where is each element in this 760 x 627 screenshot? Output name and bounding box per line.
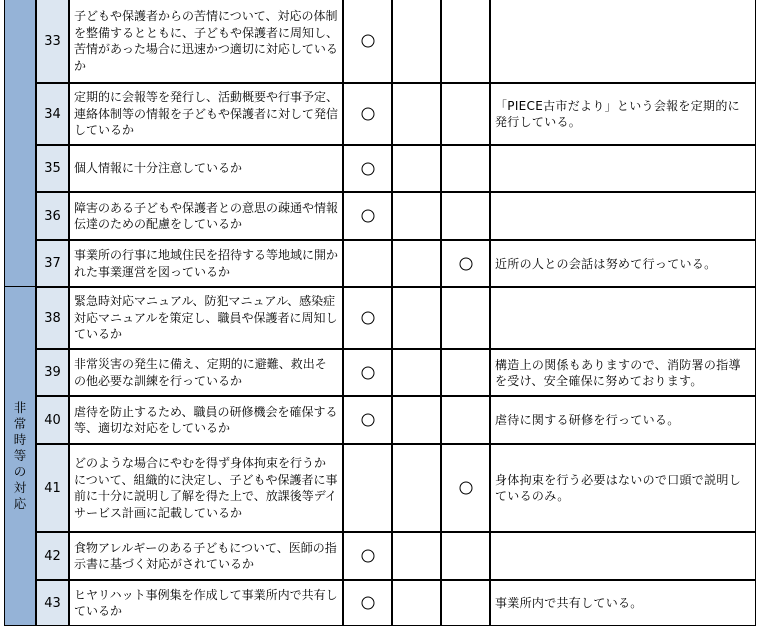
answer-cell-no (441, 532, 490, 580)
answer-cell-mid (392, 444, 441, 532)
answer-cell-yes (343, 0, 392, 83)
note-cell (490, 532, 756, 580)
row-number: 43 (36, 580, 69, 626)
answer-cell-yes (343, 240, 392, 287)
answer-cell-no (441, 287, 490, 349)
answer-cell-yes (343, 83, 392, 145)
circle-mark-icon (459, 257, 472, 270)
row-number: 38 (36, 287, 69, 349)
question-cell (69, 83, 343, 145)
question-cell (69, 0, 343, 83)
circle-mark-icon (361, 35, 374, 48)
answer-cell-no (441, 240, 490, 287)
answer-cell-mid (392, 396, 441, 444)
answer-cell-yes (343, 444, 392, 532)
circle-mark-icon (361, 414, 374, 427)
row-number: 42 (36, 532, 69, 580)
question-text: どのような場合にやむを得ず身体拘束を行うかについて、組織的に決定し、子どもや保護者に事前に十分に説明し了解を得た上で、放課後等デイサービス計画に記載しているか (74, 456, 338, 520)
row-number: 40 (36, 396, 69, 444)
question-text: 障害のある子どもや保護者との意思の疎通や情報伝達のための配慮をしているか (74, 200, 339, 231)
question-text: 事業所の行事に地域住民を招待する等地域に開かれた事業運営を図っているか (74, 248, 339, 279)
question-cell (69, 192, 343, 240)
question-text: 食物アレルギーのある子どもについて、医師の指示書に基づく対応がされているか (74, 540, 337, 571)
answer-cell-mid (392, 532, 441, 580)
answer-cell-no (441, 145, 490, 192)
question-text: 子どもや保護者からの苦情について、対応の体制を整備するとともに、子どもや保護者に周知し、苦情があった場合に迅速かつ適切に対応しているか (74, 9, 339, 73)
answer-cell-mid (392, 240, 441, 287)
question-cell (69, 287, 343, 349)
question-cell (69, 532, 343, 580)
circle-mark-icon (361, 108, 374, 121)
circle-mark-icon (361, 312, 374, 325)
answer-cell-mid (392, 145, 441, 192)
note-cell: 「PIECE古市だより」という会報を定期的に発行している。 (490, 83, 756, 145)
question-text: 定期的に会報等を発行し、活動概要や行事予定、連絡体制等の情報を子どもや保護者に対して発信しているか (74, 90, 339, 138)
question-text: ヒヤリハット事例集を作成して事業所内で共有しているか (74, 587, 338, 618)
section-label-emergency: 非 常 時 等 の 対 応 (13, 400, 27, 511)
note-cell (490, 145, 756, 192)
note-cell (490, 192, 756, 240)
answer-cell-yes (343, 532, 392, 580)
answer-cell-no (441, 192, 490, 240)
question-text: 緊急時対応マニュアル、防犯マニュアル、感染症対応マニュアルを策定し、職員や保護者に周知しているか (74, 294, 338, 342)
row-number: 36 (36, 192, 69, 240)
row-number: 39 (36, 349, 69, 396)
circle-mark-icon (361, 366, 374, 379)
question-text: 個人情報に十分注意しているか (74, 161, 243, 176)
answer-cell-yes (343, 349, 392, 396)
circle-mark-icon (361, 210, 374, 223)
row-number: 41 (36, 444, 69, 532)
note-cell (490, 287, 756, 349)
question-cell (69, 240, 343, 287)
row-number: 33 (36, 0, 69, 83)
answer-cell-mid (392, 580, 441, 626)
answer-cell-no (441, 444, 490, 532)
note-cell (490, 0, 756, 83)
answer-cell-mid (392, 83, 441, 145)
circle-mark-icon (361, 597, 374, 610)
answer-cell-no (441, 0, 490, 83)
answer-cell-yes (343, 287, 392, 349)
question-text: 非常災害の発生に備え、定期的に避難、救出その他必要な訓練を行っているか (74, 357, 327, 388)
circle-mark-icon (459, 482, 472, 495)
section-cell-top (4, 0, 36, 287)
note-cell: 身体拘束を行う必要はないので口頭で説明しているのみ。 (490, 444, 756, 532)
circle-mark-icon (361, 550, 374, 563)
question-cell (69, 145, 343, 192)
question-cell (69, 396, 343, 444)
question-cell (69, 349, 343, 396)
note-cell: 構造上の関係もありますので、消防署の指導を受け、安全確保に努めております。 (490, 349, 756, 396)
answer-cell-yes (343, 580, 392, 626)
answer-cell-no (441, 83, 490, 145)
answer-cell-yes (343, 145, 392, 192)
answer-cell-no (441, 349, 490, 396)
row-number: 35 (36, 145, 69, 192)
answer-cell-mid (392, 192, 441, 240)
circle-mark-icon (361, 162, 374, 175)
note-cell: 事業所内で共有している。 (490, 580, 756, 626)
answer-cell-yes (343, 192, 392, 240)
note-cell: 虐待に関する研修を行っている。 (490, 396, 756, 444)
answer-cell-mid (392, 0, 441, 83)
row-number: 34 (36, 83, 69, 145)
answer-cell-yes (343, 396, 392, 444)
question-cell (69, 580, 343, 626)
answer-cell-mid (392, 349, 441, 396)
answer-cell-no (441, 396, 490, 444)
row-number: 37 (36, 240, 69, 287)
answer-cell-no (441, 580, 490, 626)
answer-cell-mid (392, 287, 441, 349)
question-cell (69, 444, 343, 532)
note-cell: 近所の人との会話は努めて行っている。 (490, 240, 756, 287)
question-text: 虐待を防止するため、職員の研修機会を確保する等、適切な対応をしているか (74, 404, 338, 435)
